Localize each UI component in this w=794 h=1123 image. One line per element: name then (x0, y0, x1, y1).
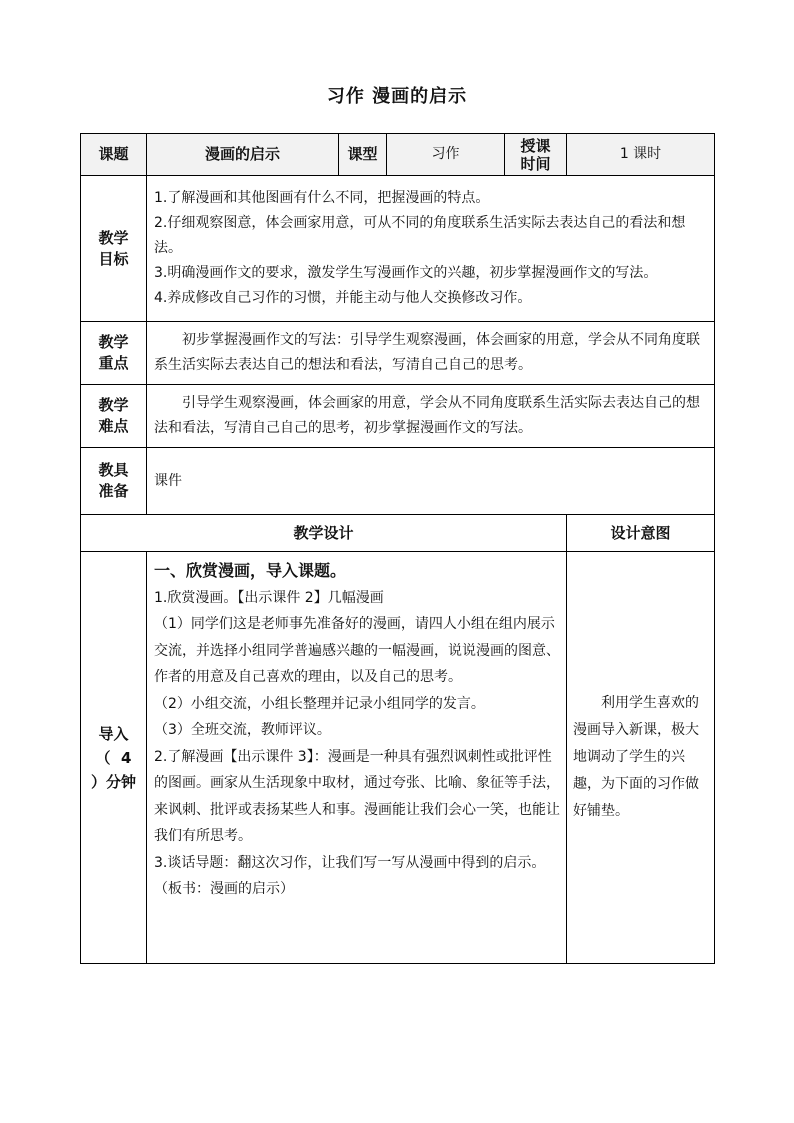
intro-paragraph: （1）同学们这是老师事先准备好的漫画，请四人小组在组内展示交流，并选择小组同学普遍感兴趣的一幅漫画，说说漫画的图意、作者的用意及自己喜欢的理由，以及自己的思考。 (154, 616, 560, 685)
type-label: 课型 (339, 134, 387, 176)
intro-paragraph: （3）全班交流，教师评议。 (154, 722, 331, 738)
intro-paragraph: 1.欣赏漫画。【出示课件 2】几幅漫画 (154, 589, 384, 606)
materials-text: 课件 (147, 448, 715, 515)
topic-value: 漫画的启示 (147, 134, 339, 176)
key-points-text: 初步掌握漫画作文的写法：引导学生观察漫画，体会画家的用意，学会从不同角度联系生活实际去表达自己的想法和看法，写清自己自己的思考。 (147, 322, 715, 385)
intro-paragraph: 2.了解漫画【出示课件 3】：漫画是一种具有强烈讽刺性或批评性的图画。画家从生活现象中取材，通过夸张、比喻、象征等手法，来讽刺、批评或表扬某些人和事。漫画能让我们会心一笑，也能让我们有所思考。 (154, 748, 560, 844)
goal-item: 4.养成修改自己习作的习惯，并能主动与他人交换修改习作。 (154, 290, 532, 306)
time-label-line1: 授课 (520, 136, 551, 155)
intro-paragraph: 3.谈话导题：翻这次习作，让我们写一写从漫画中得到的启示。（板书：漫画的启示） (154, 854, 546, 897)
materials-row (81, 448, 715, 515)
intro-content (147, 552, 567, 964)
intro-label-line1: 导入 (98, 724, 129, 743)
goal-item: 2.仔细观察图意，体会画家用意，可从不同的角度联系生活实际去表达自己的看法和想法。 (154, 215, 686, 256)
time-label-line2: 时间 (520, 154, 551, 173)
key-points-label (81, 322, 147, 385)
difficulties-label (81, 385, 147, 448)
lesson-plan-table (80, 133, 715, 964)
topic-label: 课题 (81, 134, 147, 176)
materials-label-line2: 准备 (98, 482, 129, 500)
difficulties-label-line1: 教学 (98, 396, 129, 414)
goals-label-line1: 教学 (98, 228, 129, 247)
intro-label-line2: （ 4 (95, 748, 132, 767)
intro-section-title: 一、欣赏漫画，导入课题。 (154, 561, 347, 580)
intro-paragraph: （2）小组交流，小组长整理并记录小组同学的发言。 (154, 695, 485, 712)
materials-label (81, 448, 147, 515)
intro-label-line3: ）分钟 (90, 772, 136, 791)
header-row (81, 134, 715, 176)
design-header-row (81, 515, 715, 552)
document-title: 习作 漫画的启示 (326, 86, 468, 107)
intent-header: 设计意图 (567, 515, 715, 552)
intro-label (81, 552, 147, 964)
difficulties-text: 引导学生观察漫画，体会画家的用意，学会从不同角度联系生活实际去表达自己的想法和看法，写清自己自己的思考，初步掌握漫画作文的写法。 (147, 385, 715, 448)
materials-label-line1: 教具 (98, 461, 129, 479)
key-points-label-line1: 教学 (98, 333, 129, 351)
key-points-label-line2: 重点 (98, 354, 129, 372)
type-value: 习作 (387, 134, 505, 176)
goals-label-line2: 目标 (98, 249, 129, 268)
difficulties-label-line2: 难点 (98, 417, 129, 435)
time-value: 1 课时 (567, 134, 715, 176)
goal-item: 1.了解漫画和其他图画有什么不同，把握漫画的特点。 (154, 190, 490, 206)
goal-item: 3.明确漫画作文的要求，激发学生写漫画作文的兴趣，初步掌握漫画作文的写法。 (154, 265, 658, 281)
difficulties-row (81, 385, 715, 448)
goals-label (81, 176, 147, 322)
key-points-row (81, 322, 715, 385)
goals-row (81, 176, 715, 322)
time-label (505, 134, 567, 176)
goals-content (147, 176, 715, 322)
design-header: 教学设计 (81, 515, 567, 552)
intro-row (81, 552, 715, 964)
intro-intent: 利用学生喜欢的漫画导入新课，极大地调动了学生的兴趣，为下面的习作做好铺垫。 (567, 552, 715, 964)
